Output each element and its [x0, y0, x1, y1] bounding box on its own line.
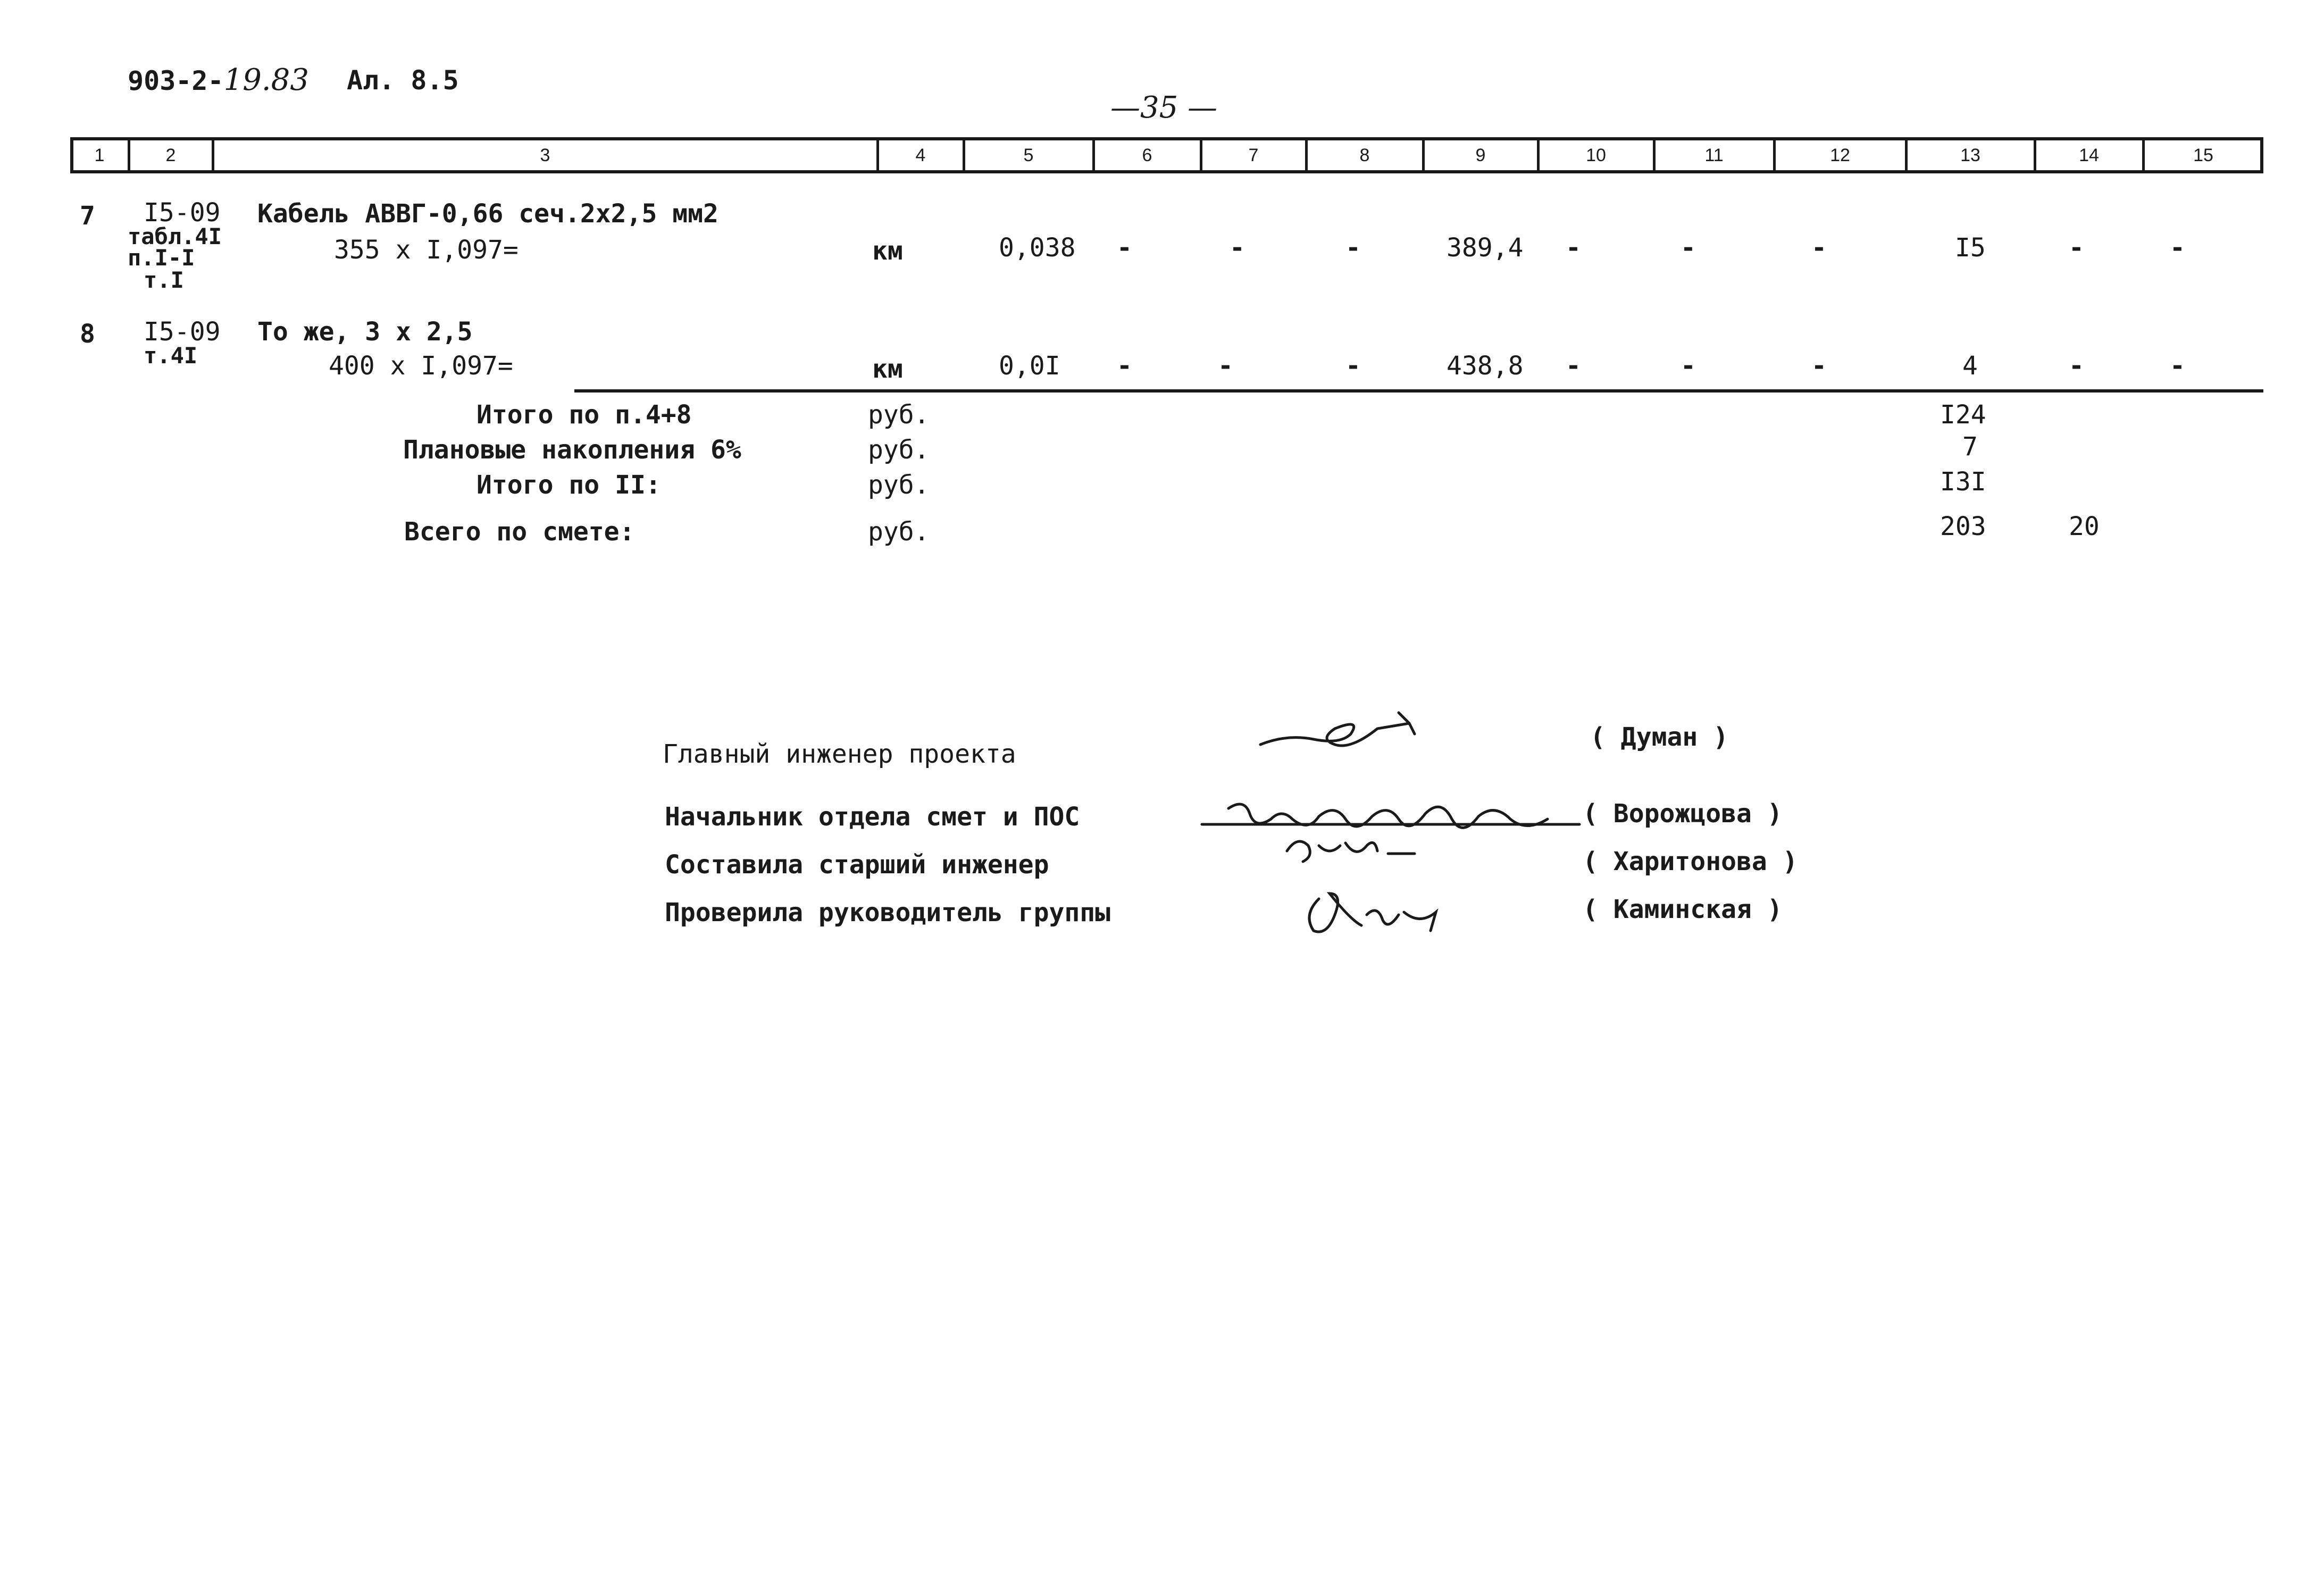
column-divider: [1653, 137, 1656, 173]
column-header-15: 15: [2193, 145, 2213, 165]
handwritten-signature-senior-engineer: [1276, 830, 1436, 872]
row-number: 7: [80, 201, 95, 231]
signature-role: Составила старший инженер: [665, 850, 1049, 880]
column-header-14: 14: [2079, 145, 2099, 165]
column-divider: [1200, 137, 1202, 173]
row-ref-line: табл.4I: [128, 223, 222, 249]
cell-col14: -: [2069, 233, 2084, 263]
item-unit: км: [872, 354, 903, 384]
column-divider: [128, 137, 130, 173]
total-col13: 7: [1962, 432, 1978, 462]
page-number: —35 —: [1110, 90, 1218, 125]
cell-col12: -: [1811, 233, 1827, 263]
total-unit: руб.: [868, 400, 930, 430]
signature-name: ( Думан ): [1590, 722, 1729, 752]
column-header-11: 11: [1704, 145, 1724, 165]
total-label: Всего по смете:: [404, 517, 635, 547]
column-header-1: 1: [94, 145, 105, 165]
column-header-8: 8: [1359, 145, 1370, 165]
column-divider: [1422, 137, 1425, 173]
album-label: Ал. 8.5: [347, 65, 459, 96]
column-header-6: 6: [1142, 145, 1152, 165]
cell-col13: I5: [1955, 233, 1986, 263]
column-divider: [2142, 137, 2145, 173]
cell-col5: 0,038: [999, 233, 1076, 263]
document-code-handwritten: 19.83: [223, 63, 309, 97]
document-code-printed: 903-2-: [128, 65, 224, 96]
cell-col7: -: [1230, 233, 1245, 263]
cell-col13: 4: [1962, 351, 1978, 381]
column-divider: [2034, 137, 2036, 173]
column-divider: [1773, 137, 1776, 173]
handwritten-signature-chief-engineer: [1255, 702, 1436, 761]
cell-col10: -: [1566, 233, 1581, 263]
cell-col12: -: [1811, 351, 1827, 381]
column-divider: [1305, 137, 1308, 173]
total-col14: 20: [2069, 512, 2100, 541]
signature-name: ( Харитонова ): [1583, 847, 1798, 876]
cell-col14: -: [2069, 351, 2084, 381]
item-unit: км: [872, 236, 903, 266]
total-label: Плановые накопления 6%: [403, 435, 741, 465]
item-description: Кабель АВВГ-0,66 сеч.2х2,5 мм2: [257, 199, 718, 229]
cell-col8: -: [1345, 233, 1361, 263]
document-code: [128, 63, 309, 97]
column-header-7: 7: [1248, 145, 1259, 165]
total-unit: руб.: [868, 517, 930, 547]
column-divider: [876, 137, 879, 173]
column-divider: [1092, 137, 1095, 173]
item-formula: 400 х I,097=: [329, 351, 513, 381]
total-col13: I24: [1940, 400, 1986, 430]
cell-col5: 0,0I: [999, 351, 1060, 381]
cell-col15: -: [2170, 233, 2185, 263]
totals-separator: [574, 389, 2263, 392]
column-header-5: 5: [1023, 145, 1034, 165]
cell-col9: 438,8: [1447, 351, 1524, 381]
column-header-9: 9: [1475, 145, 1486, 165]
cell-col7: -: [1218, 351, 1233, 381]
column-divider: [963, 137, 965, 173]
column-header-2: 2: [165, 145, 176, 165]
column-divider: [1905, 137, 1908, 173]
row-number: 8: [80, 319, 95, 349]
cell-col8: -: [1345, 351, 1361, 381]
cell-col6: -: [1117, 233, 1132, 263]
column-header-4: 4: [915, 145, 926, 165]
column-header-3: 3: [540, 145, 550, 165]
column-header-10: 10: [1586, 145, 1606, 165]
total-label: Итого по II:: [476, 470, 661, 500]
total-col13: 203: [1940, 512, 1986, 541]
total-col13: I3I: [1940, 467, 1986, 497]
signature-role: Проверила руководитель группы: [665, 898, 1111, 928]
row-ref-line: п.I-I: [128, 245, 195, 271]
total-unit: руб.: [868, 470, 930, 500]
total-label: Итого по п.4+8: [476, 400, 692, 430]
signature-role: Главный инженер проекта: [663, 739, 1016, 769]
handwritten-signature-group-leader: [1298, 883, 1468, 941]
column-divider: [1537, 137, 1540, 173]
cell-col9: 389,4: [1447, 233, 1524, 263]
total-unit: руб.: [868, 435, 930, 465]
row-ref-line: I5-09: [144, 198, 221, 228]
row-ref-line: т.4I: [144, 343, 198, 369]
signature-role: Начальник отдела смет и ПОС: [665, 802, 1080, 832]
cell-col6: -: [1117, 351, 1132, 381]
signature-name: ( Каминская ): [1583, 895, 1783, 924]
cell-col10: -: [1566, 351, 1581, 381]
signature-name: ( Ворожцова ): [1583, 799, 1783, 829]
row-ref-line: I5-09: [144, 317, 221, 347]
row-ref-line: т.I: [144, 267, 184, 293]
cell-col11: -: [1681, 233, 1696, 263]
column-divider: [212, 137, 214, 173]
item-formula: 355 х I,097=: [334, 235, 519, 265]
cell-col11: -: [1681, 351, 1696, 381]
cell-col15: -: [2170, 351, 2185, 381]
column-header-12: 12: [1830, 145, 1850, 165]
item-description: То же, 3 х 2,5: [257, 317, 473, 347]
column-header-13: 13: [1960, 145, 1980, 165]
